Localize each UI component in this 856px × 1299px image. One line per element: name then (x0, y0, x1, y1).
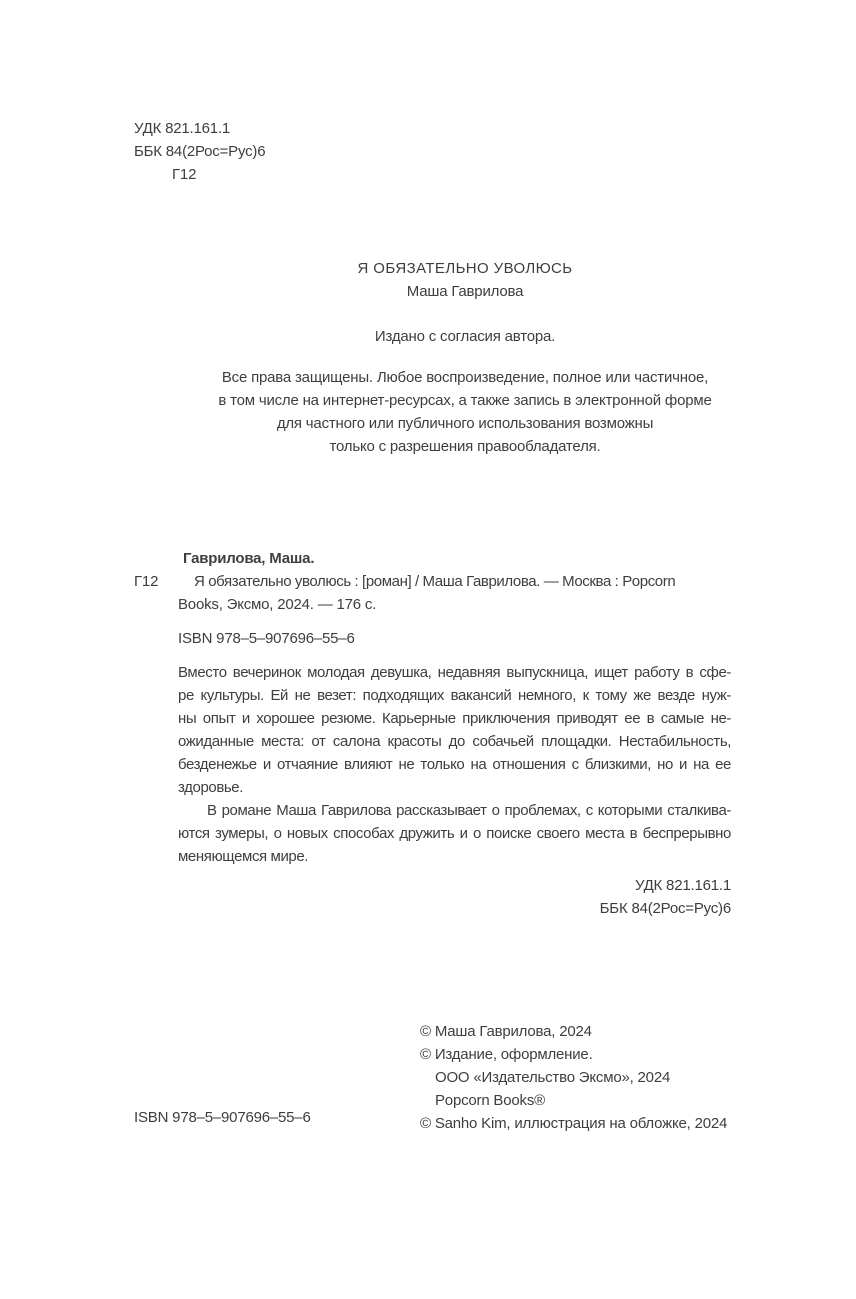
bbk-code: ББК 84(2Рос=Рус)6 (134, 143, 266, 160)
copyright-block (420, 1020, 727, 1135)
annotation-line: Вместо вечеринок молодая девушка, недавняя выпускница, ищет работу в сфе- (178, 664, 731, 681)
book-title: Я ОБЯЗАТЕЛЬНО УВОЛЮСЬ (357, 260, 573, 277)
catalog-author-heading: Гаврилова, Маша. (183, 550, 315, 567)
catalog-description-line: Я обязательно уволюсь : [роман] / Маша Гаврилова. — Москва : Popcorn (194, 573, 676, 590)
header-codes-block (134, 117, 265, 186)
footer-isbn: ISBN 978–5–907696–55–6 (134, 1109, 311, 1126)
annotation-line: ются зумеры, о новых способах дружить и о поиске своего места в беспрерывно (178, 825, 731, 842)
bbk-code-footer: ББК 84(2Рос=Рус)6 (599, 900, 731, 917)
annotation-line: меняющемся мире. (178, 848, 309, 865)
rights-line: в том числе на интернет-ресурсах, а также запись в электронной форме (218, 392, 712, 409)
footer-codes-block (600, 874, 731, 920)
rights-line: только с разрешения правообладателя. (329, 438, 601, 455)
book-author: Маша Гаврилова (406, 283, 524, 300)
copyright-line: Popcorn Books® (435, 1092, 545, 1109)
rights-notice (75, 366, 855, 458)
rights-line: Все права защищены. Любое воспроизведение, полное или частичное, (221, 369, 709, 386)
annotation (178, 661, 731, 868)
annotation-line: безденежье и отчаяние влияют не только на отношения с близкими, но и на ее (178, 756, 731, 773)
catalog-author-sign: Г12 (134, 573, 159, 590)
author-sign-code: Г12 (172, 166, 197, 183)
copyright-line: © Маша Гаврилова, 2024 (420, 1023, 592, 1040)
consent-note: Издано с согласия автора. (374, 328, 556, 345)
annotation-line: здоровье. (178, 779, 244, 796)
rights-line: для частного или публичного использования возможны (276, 415, 654, 432)
catalog-description-line: Books, Эксмо, 2024. — 176 с. (178, 596, 377, 613)
annotation-line: ожиданные места: от салона красоты до собачьей площадки. Нестабильность, (178, 733, 731, 750)
annotation-line: ны опыт и хорошее резюме. Карьерные приключения приводят ее в самые не- (178, 710, 731, 727)
copyright-line: © Издание, оформление. (420, 1046, 593, 1063)
title-block (75, 257, 855, 348)
udk-code: УДК 821.161.1 (134, 120, 231, 137)
udk-code-footer: УДК 821.161.1 (634, 877, 731, 894)
catalog-entry (134, 547, 739, 650)
copyright-line: © Sanho Kim, иллюстрация на обложке, 2024 (420, 1115, 728, 1132)
catalog-isbn: ISBN 978–5–907696–55–6 (178, 630, 355, 647)
annotation-line: ре культуры. Ей не везет: подходящих вакансий немного, к тому же везде нуж- (178, 687, 731, 704)
annotation-line: В романе Маша Гаврилова рассказывает о проблемах, с которыми сталкива- (207, 802, 731, 819)
copyright-line: ООО «Издательство Эксмо», 2024 (435, 1069, 671, 1086)
catalog-description (134, 570, 739, 616)
